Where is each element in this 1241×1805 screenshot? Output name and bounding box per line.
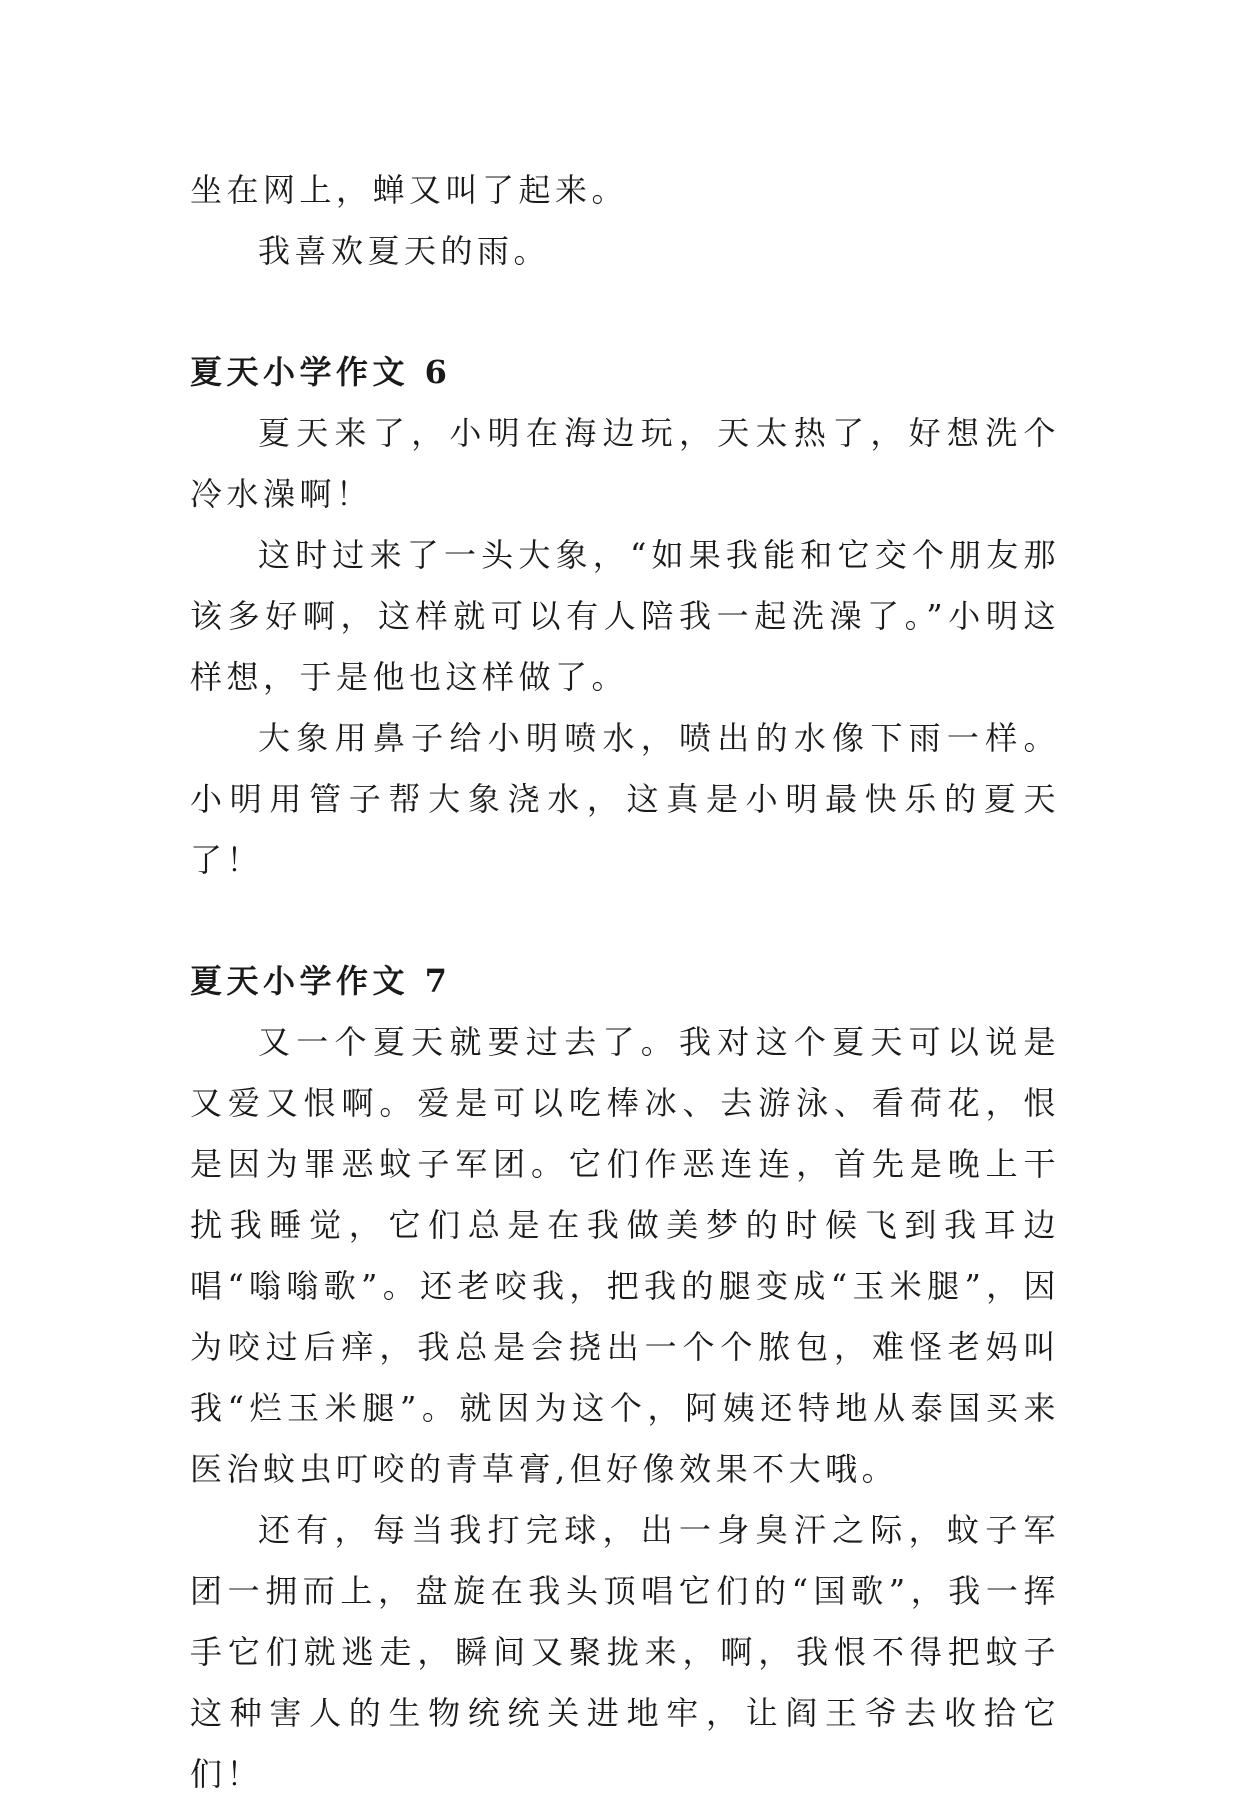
paragraph: 大象用鼻子给小明喷水，喷出的水像下雨一样。小明用管子帮大象浇水，这真是小明最快乐的夏天了！: [190, 719, 1060, 879]
section-gap: [190, 891, 1060, 951]
document-page: [190, 160, 1060, 1805]
paragraph: 夏天来了，小明在海边玩，天太热了，好想洗个冷水澡啊！: [190, 414, 1060, 513]
paragraph: 我喜欢夏天的雨。: [258, 232, 551, 270]
paragraph: 还有，每当我打完球，出一身臭汗之际，蚊子军团一拥而上，盘旋在我头顶唱它们的“国歌”，我一挥手它们就逃走，瞬间又聚拢来，啊，我恨不得把蚊子这种害人的生物统统关进地牢，让阎王爷去收拾它们！: [190, 1511, 1060, 1793]
section-title: 夏天小学作文 7: [190, 962, 452, 1000]
paragraph: 坐在网上，蝉又叫了起来。: [190, 171, 629, 209]
section-title: 夏天小学作文 6: [190, 353, 452, 391]
paragraph: 又一个夏天就要过去了。我对这个夏天可以说是又爱又恨啊。爱是可以吃棒冰、去游泳、看荷花，恨是因为罪恶蚊子军团。它们作恶连连，首先是晚上干扰我睡觉，它们总是在我做美梦的时候飞到我耳边唱“嗡嗡歌”。还老咬我，把我的腿变成“玉米腿”，因为咬过后痒，我总是会挠出一个个脓包，难怪老妈叫我“烂玉米腿”。就因为这个，阿姨还特地从泰国买来医治蚊虫叮咬的青草膏,但好像效果不大哦。: [190, 1023, 1060, 1488]
section-gap: [190, 282, 1060, 342]
paragraph: 这时过来了一头大象，“如果我能和它交个朋友那该多好啊，这样就可以有人陪我一起洗澡了。”小明这样想，于是他也这样做了。: [190, 536, 1060, 696]
